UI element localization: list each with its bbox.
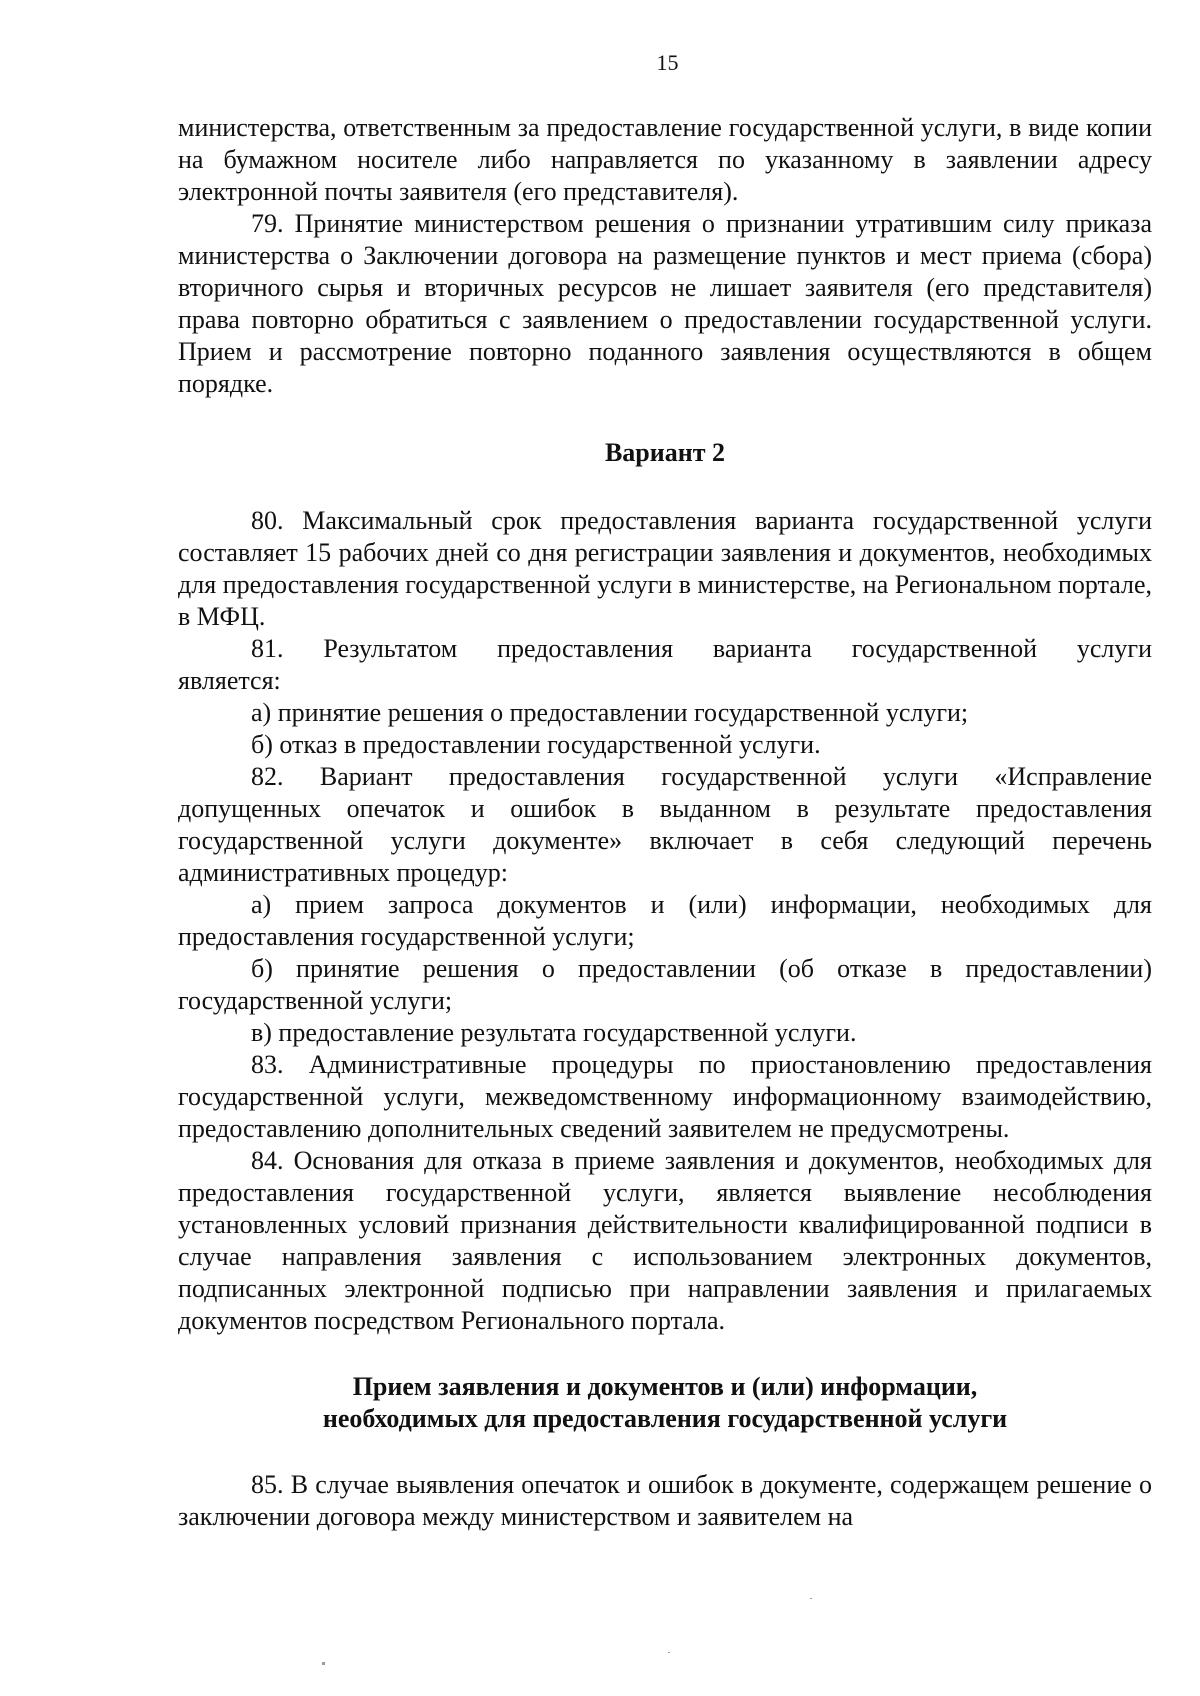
document-body [178,112,1152,1533]
paragraph-82-item-c: в) предоставление результата государственной услуги. [251,1018,857,1047]
paragraph-79: 79. Принятие министерством решения о признании утратившим силу приказа министерства о Заключении договора на размещение пунктов и мест приема (сбора) вторичного сырья и вторичных ресурсов не лишает заявителя (его представителя) права повторно обратиться с заявлением о предоставлении государственной услуги. Прием и рассмотрение повторно поданного заявления осуществляются в общем порядке. [178,209,1152,398]
heading-section-line-1: Прием заявления и документов и (или) информации, [352,1372,978,1401]
paragraph-83: 83. Административные процедуры по приостановлению предоставления государственной услуги, межведомственному информационному взаимодействию, предоставлению дополнительных сведений заявителем не предусмотрены. [178,1050,1152,1143]
scan-speck [810,1598,812,1599]
scan-speck [668,1652,670,1653]
page-number: 15 [656,50,679,75]
paragraph-81-line-1: 81. Результатом предоставления варианта государственной услуги [251,634,1152,663]
paragraph-82: 82. Вариант предоставления государственной услуги «Исправление допущенных опечаток и ошибок в выданном в результате предоставления государственной услуги документе» включает в себя следующий перечень административных процедур: [178,762,1152,887]
paragraph-84: 84. Основания для отказа в приеме заявления и документов, необходимых для предоставления государственной услуги, является выявление несоблюдения установленных условий признания действительности квалифицированной подписи в случае направления заявления с использованием электронных документов, подписанных электронной подписью при направлении заявления и прилагаемых документов посредством Регионального портала. [178,1146,1152,1335]
paragraph-85: 85. В случае выявления опечаток и ошибок в документе, содержащем решение о заключении договора между министерством и заявителем на [178,1470,1152,1531]
paragraph-80: 80. Максимальный срок предоставления варианта государственной услуги составляет 15 рабочих дней со дня регистрации заявления и документов, необходимых для предоставления государственной услуги в министерстве, на Региональном портале, в МФЦ. [178,506,1152,631]
paragraph-81-line-2: является: [178,666,281,695]
heading-section [178,1371,1152,1435]
heading-variant-2: Вариант 2 [604,438,726,467]
paragraph-continuation: министерства, ответственным за предоставление государственной услуги, в виде копии на бумажном носителе либо направляется по указанному в заявлении адресу электронной почты заявителя (его представителя). [178,113,1152,206]
scan-speck [322,1662,325,1665]
heading-section-line-2: необходимых для предоставления государственной услуги [322,1404,1008,1433]
paragraph-82-item-a: а) прием запроса документов и (или) информации, необходимых для предоставления государственной услуги; [178,890,1152,951]
paragraph-81-item-a: а) принятие решения о предоставлении государственной услуги; [251,698,969,727]
paragraph-81-item-b: б) отказ в предоставлении государственной услуги. [251,730,821,759]
paragraph-82-item-b: б) принятие решения о предоставлении (об отказе в предоставлении) государственной услуги; [178,954,1152,1015]
